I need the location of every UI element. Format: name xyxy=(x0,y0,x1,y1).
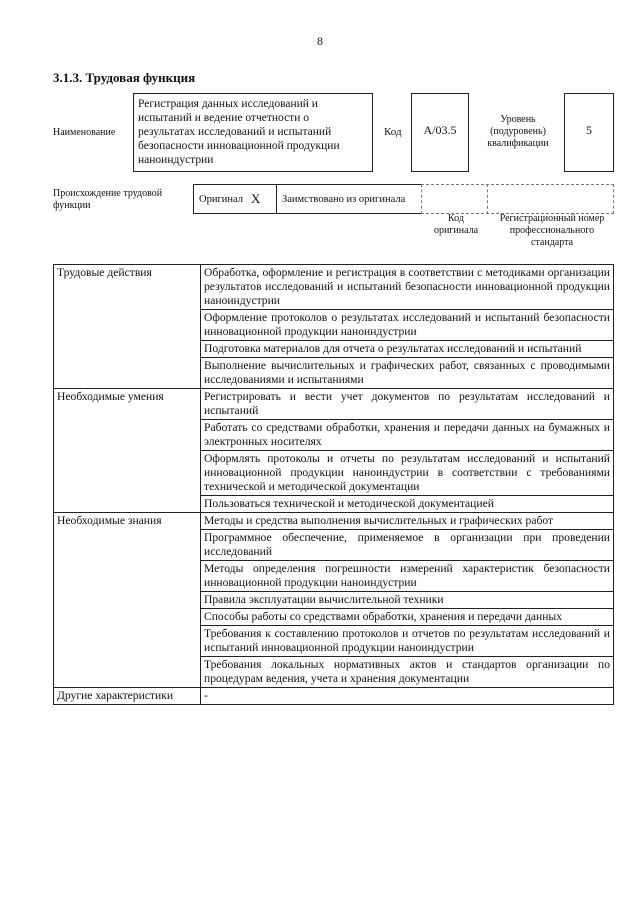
item-cell: Программное обеспечение, применяемое в организации при проведении исследований xyxy=(201,530,614,561)
category-cell: Трудовые действия xyxy=(54,265,201,389)
item-cell: Регистрировать и вести учет документов по результатам исследований и испытаний xyxy=(201,389,614,420)
function-details-table xyxy=(53,264,614,705)
level-label: Уровень (подуровень) квалификации xyxy=(487,114,549,149)
item-cell: Методы и средства выполнения вычислительных и графических работ xyxy=(201,513,614,530)
item-cell: Требования к составлению протоколов и отчетов по результатам исследований и испытаний инновационной продукции наноиндустрии xyxy=(201,626,614,657)
page-number: 8 xyxy=(317,34,323,48)
table-row xyxy=(54,688,614,705)
code-box xyxy=(411,93,469,172)
origin-original-label: Оригинал xyxy=(199,193,243,205)
item-cell: Работать со средствами обработки, хранения и передачи данных на бумажных и электронных носителях xyxy=(201,420,614,451)
category-cell: Другие характеристики xyxy=(54,688,201,705)
item-cell: Правила эксплуатации вычислительной техники xyxy=(201,592,614,609)
reg-number-caption: Регистрационный номер профессионального стандарта xyxy=(499,213,605,248)
item-cell: Методы определения погрешности измерений характеристик безопасности инновационной продукции наноиндустрии xyxy=(201,561,614,592)
item-cell: Пользоваться технической и методической документацией xyxy=(201,496,614,513)
item-cell: Требования локальных нормативных актов и стандартов организации по процедурам ведения, учета и хранения документации xyxy=(201,657,614,688)
category-cell: Необходимые умения xyxy=(54,389,201,513)
name-label: Наименование xyxy=(53,127,116,138)
code-label: Код xyxy=(384,126,402,138)
item-cell: Обработка, оформление и регистрация в соответствии с методиками организации результатов исследований и испытаний безопасности инновационной продукции наноиндустрии xyxy=(201,265,614,310)
item-cell: Оформлять протоколы и отчеты по результатам исследований и испытаний инновационной продукции наноиндустрии в соответствии с требованиями технической и методической документации xyxy=(201,451,614,496)
origin-original-cell xyxy=(193,184,277,214)
section-title: 3.1.3. Трудовая функция xyxy=(53,70,196,85)
code-original-caption: Код оригинала xyxy=(433,213,479,236)
origin-borrowed-label: Заимствовано из оригинала xyxy=(282,193,406,205)
function-name-value: Регистрация данных исследований и испытаний и ведение отчетности о результатах исследований и испытаний безопасности инновационной продукции наноиндустрии xyxy=(138,98,340,166)
item-cell: - xyxy=(201,688,614,705)
function-name-box xyxy=(133,93,373,172)
table-row xyxy=(54,265,614,310)
item-cell: Подготовка материалов для отчета о результатах исследований и испытаний xyxy=(201,341,614,358)
level-box xyxy=(564,93,614,172)
item-cell: Выполнение вычислительных и графических работ, связанных с проводимыми исследованиями и испытаниями xyxy=(201,358,614,389)
item-cell: Способы работы со средствами обработки, хранения и передачи данных xyxy=(201,609,614,626)
level-value: 5 xyxy=(586,123,592,137)
table-row xyxy=(54,513,614,530)
origin-row xyxy=(193,184,614,214)
code-value: А/03.5 xyxy=(423,123,457,137)
origin-borrowed-cell xyxy=(277,184,421,214)
origin-label: Происхождение трудовой функции xyxy=(53,188,163,211)
origin-original-mark: X xyxy=(251,191,261,206)
item-cell: Оформление протоколов о результатах исследований и испытаний безопасности инновационной продукции наноиндустрии xyxy=(201,310,614,341)
table-row xyxy=(54,389,614,420)
category-cell: Необходимые знания xyxy=(54,513,201,688)
